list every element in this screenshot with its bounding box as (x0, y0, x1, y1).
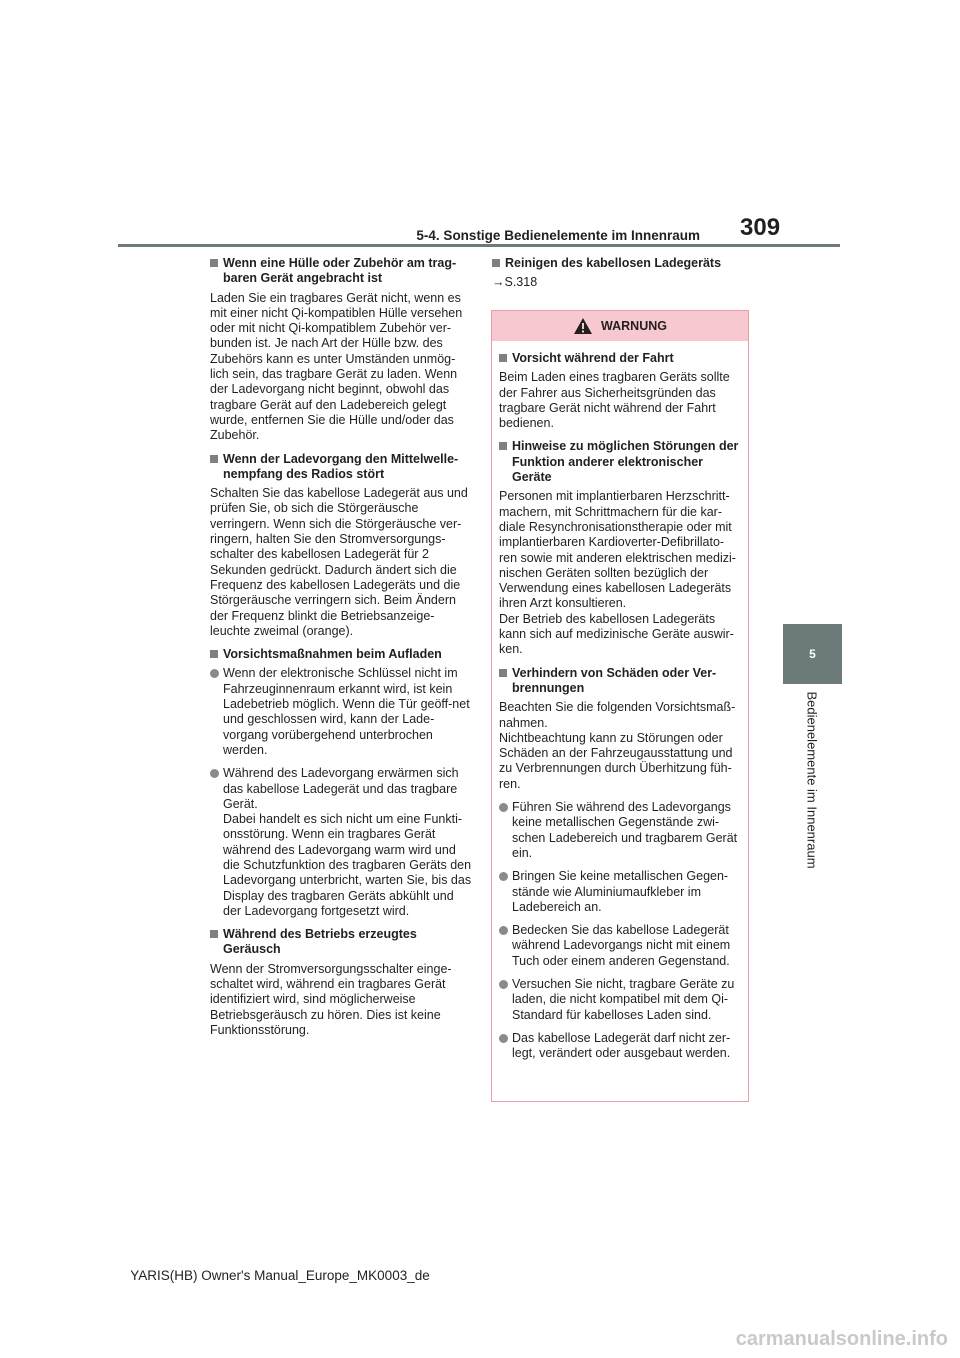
list-item: Wenn der elektronische Schlüssel nicht im Fahrzeuginnenraum erkannt wird, ist kein Ladebetrieb möglich. Wenn die Tür geöff-net und geschlossen wird, kann der Lade-vorgang vorübergehend unterbrochen werden. (210, 666, 472, 758)
warning-heading: Hinweise zu möglichen Störungen der Funktion anderer elektronischer Geräte (499, 439, 741, 485)
section-heading: Wenn eine Hülle oder Zubehör am trag-baren Gerät angebracht ist (210, 256, 472, 287)
square-bullet-icon (499, 669, 507, 677)
page-number: 309 (740, 214, 781, 241)
warning-text: Personen mit implantierbaren Herzschritt-machern, mit Schrittmachern für die kar-diale Resynchronisationstherapie oder mit implantierbaren Kardioverter-Defibrillato-ren sowie mit anderen elektrischen medizi-nischen Geräten sollten bezüglich der Verwendung eines kabellosen Ladegeräts ihren Arzt konsultieren. Der Betrieb des kabellosen Ladegeräts kann sich auf medizinische Geräte auswir-ken. (499, 489, 736, 657)
left-column (210, 256, 472, 1046)
header-rule (118, 244, 840, 247)
circle-bullet-icon (499, 872, 508, 881)
square-bullet-icon (210, 259, 218, 267)
warning-text: Beachten Sie die folgenden Vorsichtsmaß-nahmen. Nichtbeachtung kann zu Störungen oder Schäden an der Fahrzeugausstattung und zu Verbrennungen durch Überhitzung füh-ren. (499, 700, 736, 791)
list-item: Bringen Sie keine metallischen Gegen-stände wie Aluminiumaufkleber im Ladebereich an. (499, 869, 741, 915)
list-item: Während des Ladevorgang erwärmen sich das kabellose Ladegerät und das tragbare Gerät. Dabei handelt es sich nicht um eine Funkti-onsstörung. Wenn ein tragbares Gerät während des Ladevorgang warm wird und die Schutzfunktion des tragbaren Geräts den Ladevorgang unterbricht, warten Sie, bis das Display des tragbaren Geräts abkühlt und der Ladevorgang fortgesetzt wird. (210, 766, 472, 919)
circle-bullet-icon (499, 926, 508, 935)
circle-bullet-icon (499, 1034, 508, 1043)
page-reference: →S.318 (492, 275, 538, 290)
circle-bullet-icon (210, 669, 219, 678)
warning-body (492, 341, 748, 1061)
list-item: Versuchen Sie nicht, tragbare Geräte zu laden, die nicht kompatibel mit dem Qi-Standard für kabelloses Laden sind. (499, 977, 741, 1023)
section-text: Wenn der Stromversorgungsschalter einge-schaltet wird, während ein tragbares Gerät identifiziert wird, sind möglicherweise Betriebsgeräusch zu hören. Dies ist keine Funktionsstörung. (210, 961, 452, 1037)
warning-box (491, 310, 749, 1102)
warning-heading: Verhindern von Schäden oder Ver-brennungen (499, 666, 741, 697)
section-text: Schalten Sie das kabellose Ladegerät aus und prüfen Sie, ob sich die Störgeräusche verringern. Wenn sich die Störgeräusche ver-ringern, halten Sie den Stromversorgungs-schalter des kabellosen Ladegerät für 2 Sekunden gedrückt. Dadurch ändert sich die Frequenz des kabellosen Ladegeräts und die Störgeräusche verringern sich. Beim Ändern der Frequenz blinkt die Betriebsanzeige-leuchte zweimal (orange). (210, 486, 468, 638)
warning-triangle-icon (573, 317, 593, 335)
square-bullet-icon (210, 650, 218, 658)
warning-header (492, 311, 748, 341)
circle-bullet-icon (499, 803, 508, 812)
chapter-label: Bedienelemente im Innenraum (804, 691, 820, 869)
warning-text: Beim Laden eines tragbaren Geräts sollte der Fahrer aus Sicherheitsgründen das tragbare Gerät nicht während der Fahrt bedienen. (499, 370, 730, 431)
list-item: Führen Sie während des Ladevorgangs keine metallischen Gegenstände zwi-schen Ladebereich und tragbarem Gerät ein. (499, 800, 741, 861)
watermark: carmanualsonline.info (735, 1328, 948, 1350)
square-bullet-icon (492, 259, 500, 267)
square-bullet-icon (499, 442, 507, 450)
section-title: 5-4. Sonstige Bedienelemente im Innenraum (416, 228, 700, 243)
list-item: Bedecken Sie das kabellose Ladegerät während Ladevorgangs nicht mit einem Tuch oder einem anderen Gegenstand. (499, 923, 741, 969)
section-heading: Während des Betriebs erzeugtes Geräusch (210, 927, 472, 958)
square-bullet-icon (499, 354, 507, 362)
chapter-number: 5 (809, 647, 816, 661)
section-text: Laden Sie ein tragbares Gerät nicht, wenn es mit einer nicht Qi-kompatiblen Hülle versehen oder mit nicht Qi-kompatiblem Zubehör ver-bunden ist. Je nach Art der Hülle bzw. des Zubehörs kann es unter Umständen unmög-lich sein, das tragbare Gerät zu laden. Wenn der Ladevorgang nicht beginnt, obwohl das tragbare Gerät auf den Ladebereich gelegt wurde, entfernen Sie die Hülle und/oder das Zubehör. (210, 290, 463, 443)
footer-text: YARIS(HB) Owner's Manual_Europe_MK0003_de (130, 1268, 430, 1283)
circle-bullet-icon (499, 980, 508, 989)
warning-title: WARNUNG (601, 319, 667, 333)
warning-heading: Vorsicht während der Fahrt (499, 351, 741, 366)
square-bullet-icon (210, 455, 218, 463)
chapter-tab (783, 624, 842, 684)
list-item: Das kabellose Ladegerät darf nicht zer-legt, verändert oder ausgebaut werden. (499, 1031, 741, 1062)
section-heading: Vorsichtsmaßnahmen beim Aufladen (210, 647, 472, 662)
section-heading: Reinigen des kabellosen Ladegeräts (492, 256, 750, 271)
section-heading: Wenn der Ladevorgang den Mittelwelle-nempfang des Radios stört (210, 452, 472, 483)
right-column (492, 256, 750, 291)
footer (0, 1268, 960, 1283)
circle-bullet-icon (210, 769, 219, 778)
square-bullet-icon (210, 930, 218, 938)
